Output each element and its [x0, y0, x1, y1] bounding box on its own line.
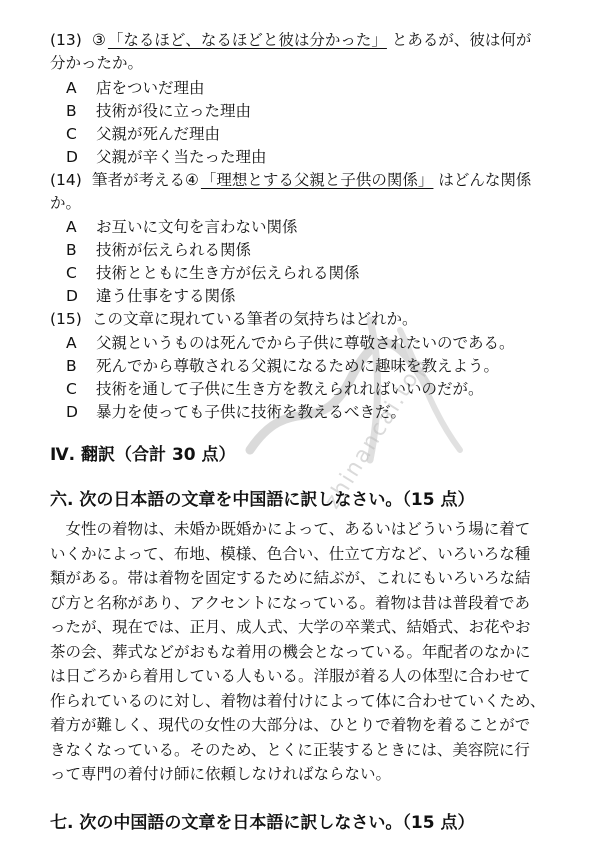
q14-option-c: C 技術とともに生き方が伝えられる関係 [66, 264, 360, 282]
q15-option-a: A 父親というものは死んでから子供に尊敬されたいのである。 [66, 334, 515, 352]
q13-option-a: A 店をついだ理由 [66, 79, 205, 97]
q14-lead: 筆者が考える [92, 171, 186, 189]
q13-stem-line1 [50, 30, 531, 50]
passage-line: 着方が難しく、現代の女性の大部分は、ひとりで着物を着ることがで [50, 716, 531, 734]
q15-number: (15) [50, 310, 82, 328]
passage-line: きなくなっている。そのため、とくに正装するときには、美容院に行 [50, 740, 530, 759]
passage-line: び方と名称があり、アクセントになっている。着物は昔は普段着であ [50, 593, 531, 612]
q15-option-b: B 死んでから尊敬される父親になるために趣味を教えよう。 [66, 357, 500, 375]
watermark-brush-icon [230, 300, 490, 500]
q14-tail: はどんな関係 [438, 171, 532, 189]
passage-line: 茶の会、葬式などがおもな着用の機会となっている。年配者のなかに [50, 642, 531, 661]
section-4-heading: Ⅳ. 翻訳（合計 30 点） [50, 445, 236, 465]
q15-stem [50, 309, 418, 329]
q13-option-d: D 父親が辛く当たった理由 [66, 148, 267, 166]
q14-option-d: D 違う仕事をする関係 [66, 287, 236, 305]
q15-option-d: D 暴力を使っても子供に技術を教えるべきだ。 [66, 403, 407, 421]
passage-line: 類がある。帯は着物を固定するために結ぶが、これにもいろいろな結 [50, 569, 531, 587]
q13-option-c: C 父親が死んだ理由 [66, 125, 221, 143]
section-7-heading: 七. 次の中国語の文章を日本語に訳しなさい。（15 点） [50, 813, 475, 833]
q13-quote: 「なるほど、なるほどと彼は分かった」 [107, 31, 387, 49]
section-6-heading: 六. 次の日本語の文章を中国語に訳しなさい。（15 点） [50, 490, 475, 510]
q13-tail: とあるが、彼は何が [391, 31, 532, 49]
passage-line: 作られているのに対し、着物は着付けによって体に合わせていくため、 [50, 691, 546, 710]
q14-stem-line2: か。 [50, 194, 82, 212]
q13-option-b: B 技術が役に立った理由 [66, 102, 252, 120]
passage-line: ったが、現在では、正月、成人式、大学の卒業式、結婚式、お花やお [50, 618, 531, 636]
q14-number: (14) [50, 171, 82, 189]
q13-circle-marker: ③ [92, 31, 106, 49]
q14-stem-line1 [50, 170, 531, 190]
passage-line: 女性の着物は、未婚か既婚かによって、あるいはどういう場に着て [50, 520, 531, 538]
q15-text: この文章に現れている筆者の気持ちはどれか。 [92, 310, 418, 328]
q13-stem-line2: 分かったか。 [50, 54, 144, 72]
translation-passage [50, 517, 560, 787]
q14-option-a: A お互いに文句を言わない関係 [66, 218, 298, 236]
q13-number: (13) [50, 31, 82, 49]
passage-line: って専門の着付け師に依頼しなければならない。 [50, 765, 392, 783]
q15-option-c: C 技術を通して子供に生き方を教えられればいいのだが。 [66, 380, 484, 398]
q14-quote: 「理想とする父親と子供の関係」 [200, 171, 434, 189]
q14-option-b: B 技術が伝えられる関係 [66, 241, 252, 259]
passage-line: いくかによって、布地、模様、色合い、仕立て方など、いろいろな種 [50, 544, 531, 563]
q14-circle-marker: ④ [185, 171, 199, 189]
passage-line: は日ごろから着用している人もいる。洋服が着る人の体型に合わせて [50, 667, 531, 685]
watermark-text: zhinancai.top [320, 352, 434, 514]
